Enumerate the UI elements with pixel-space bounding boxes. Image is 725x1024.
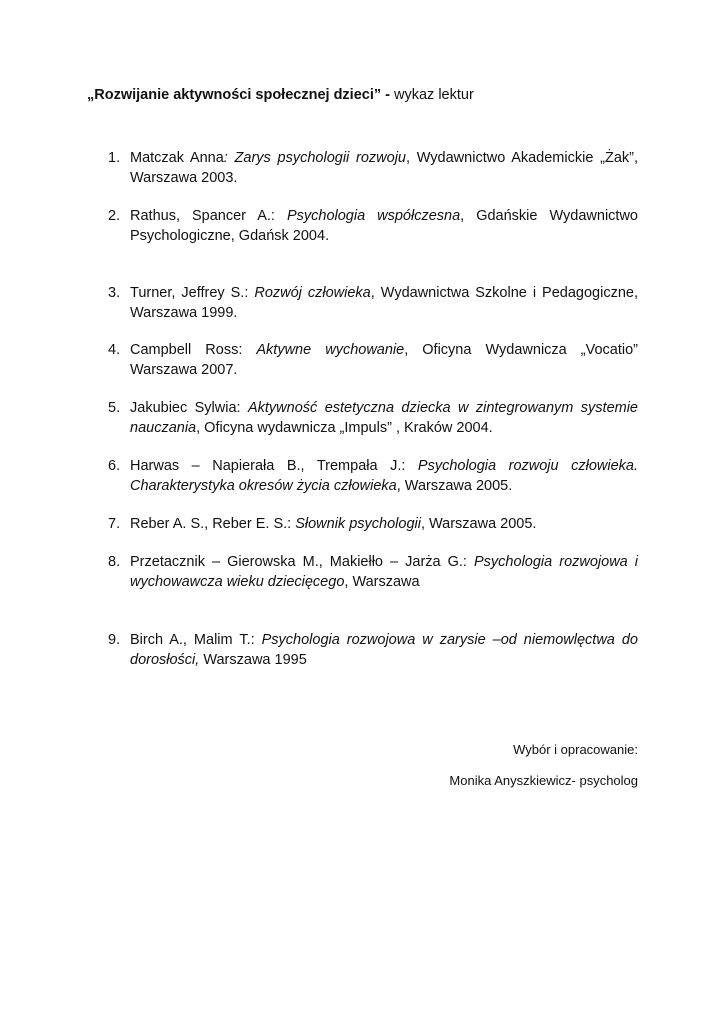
citation-text: , Warszawa [344, 574, 420, 590]
citation-text: Campbell Ross: [130, 342, 257, 358]
citation-text: , Warszawa 2005. [420, 516, 537, 532]
citation-title: Charakterystyka okresów życia człowieka [130, 478, 397, 494]
list-item [108, 340, 638, 380]
citation-title: Psychologia rozwojowa w zarysie –od niemowlęctwa do [261, 632, 638, 648]
list-item-text [130, 206, 638, 246]
list-item-number: 7. [108, 516, 121, 532]
title-bold: „Rozwijanie aktywności społecznej dzieci” - [87, 87, 390, 103]
citation-text: Rathus, Spancer A.: [130, 208, 287, 224]
citation-text: , Wydawnictwo Akademickie „Żak”, [405, 150, 638, 166]
list-item-text [130, 552, 638, 592]
citation-text: Warszawa 1999. [130, 305, 238, 321]
list-item [108, 552, 638, 592]
list-item [108, 283, 638, 323]
list-item-text [130, 514, 638, 534]
list-item-number: 3. [108, 285, 121, 301]
title-rest: wykaz lektur [389, 87, 474, 103]
citation-title: Psychologia rozwojowa i [474, 554, 639, 570]
signature-label: Wybór i opracowanie: [513, 742, 638, 757]
list-item-number: 6. [108, 458, 121, 474]
list-item-text [130, 148, 638, 188]
list-item-text [130, 340, 638, 380]
list-item-number: 5. [108, 400, 121, 416]
list-item-text [130, 283, 638, 323]
list-item-number: 8. [108, 554, 121, 570]
citation-title: Słownik psychologii [295, 516, 421, 532]
citation-title: nauczania [130, 420, 197, 436]
citation-title: Psychologia współczesna [286, 208, 461, 224]
citation-text: Jakubiec Sylwia: [130, 400, 248, 416]
citation-title: : Zarys psychologii rozwoju [223, 150, 406, 166]
citation-text: Birch A., Malim T.: [130, 632, 262, 648]
citation-title: dorosłości, [130, 652, 200, 668]
citation-title: Aktywne wychowanie [256, 342, 405, 358]
list-item [108, 630, 638, 670]
citation-text: Psychologiczne, Gdańsk 2004. [130, 228, 330, 244]
list-item-text [130, 398, 638, 438]
list-item-text [130, 456, 638, 496]
citation-title: Rozwój człowieka [254, 285, 371, 301]
list-item-number: 9. [108, 632, 121, 648]
citation-text: Przetacznik – Gierowska M., Makiełło – Jarża G.: [130, 554, 475, 570]
citation-text: , Oficyna Wydawnicza „Vocatio” [404, 342, 638, 358]
list-item [108, 148, 638, 188]
citation-text: Warszawa 1995 [199, 652, 307, 668]
citation-text: Turner, Jeffrey S.: [130, 285, 255, 301]
citation-text: Warszawa 2003. [130, 170, 238, 186]
list-item [108, 206, 638, 246]
document-title [87, 86, 474, 104]
citation-title: Aktywność estetyczna dziecka w zintegrowanym systemie [247, 400, 638, 416]
list-item-number: 4. [108, 342, 121, 358]
citation-text: Harwas – Napierała B., Trempała J.: [130, 458, 418, 474]
citation-text: , Gdańskie Wydawnictwo [460, 208, 638, 224]
list-item [108, 514, 638, 534]
citation-title: Psychologia rozwoju człowieka. [417, 458, 638, 474]
list-item-number: 2. [108, 208, 121, 224]
citation-title: wychowawcza wieku dziecięcego [130, 574, 345, 590]
list-item [108, 398, 638, 438]
citation-text: Matczak Anna [130, 150, 224, 166]
citation-text: , Wydawnictwa Szkolne i Pedagogiczne, [370, 285, 638, 301]
list-item-text [130, 630, 638, 670]
citation-text: , Oficyna wydawnicza „Impuls” , Kraków 2004. [196, 420, 493, 436]
citation-text: Reber A. S., Reber E. S.: [130, 516, 296, 532]
citation-text: , Warszawa 2005. [396, 478, 513, 494]
signature-author: Monika Anyszkiewicz- psycholog [449, 773, 638, 788]
list-item [108, 456, 638, 496]
citation-text: Warszawa 2007. [130, 362, 238, 378]
list-item-number: 1. [108, 150, 121, 166]
